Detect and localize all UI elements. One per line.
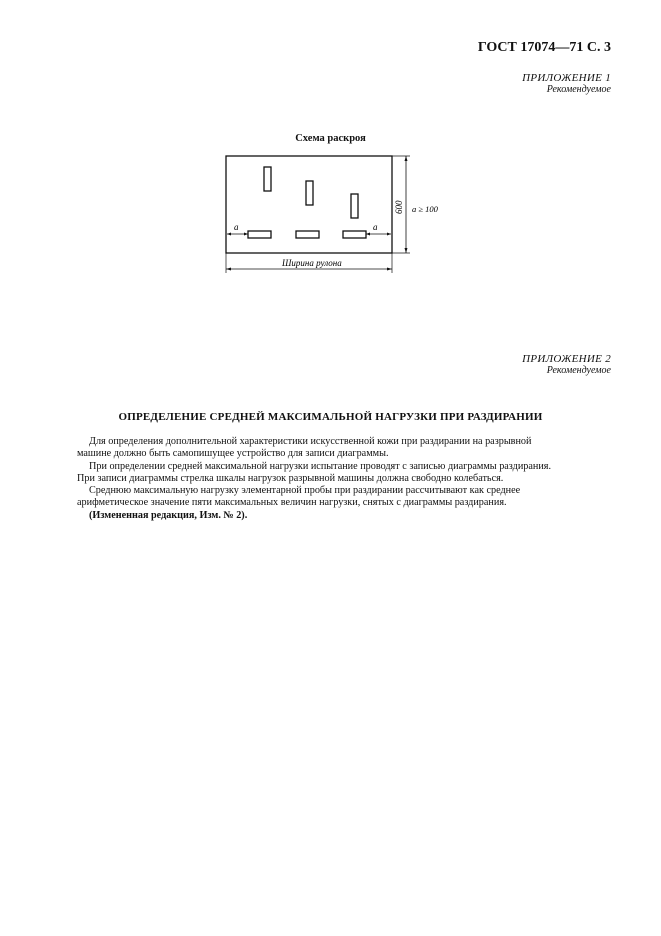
right-margin-label: a bbox=[373, 222, 378, 232]
height-dimension-label: 600 bbox=[394, 200, 404, 214]
vertical-specimen-3 bbox=[351, 194, 358, 218]
body-line-3: При определении средней максимальной нагрузки испытание проводят с записью диаграммы раздирания. bbox=[89, 460, 552, 472]
appendix-1-title: ПРИЛОЖЕНИЕ 1 bbox=[522, 72, 611, 84]
left-margin-label: a bbox=[234, 222, 239, 232]
horizontal-specimen-2 bbox=[296, 231, 319, 238]
revision-note: (Измененная редакция, Изм. № 2). bbox=[89, 509, 248, 521]
a-rule-label: a ≥ 100 bbox=[412, 204, 438, 214]
body-line-5: Среднюю максимальную нагрузку элементарной пробы при раздирании рассчитывают как среднее bbox=[89, 485, 521, 497]
appendix-1-subtitle: Рекомендуемое bbox=[546, 84, 611, 95]
body-line-6: арифметическое значение пяти максимальных величин нагрузки, снятых с диаграммы раздирания. bbox=[77, 497, 507, 509]
horizontal-specimen-3 bbox=[343, 231, 366, 238]
appendix-2-title: ПРИЛОЖЕНИЕ 2 bbox=[522, 353, 611, 365]
body-line-2: машине должно быть самопишущее устройство для записи диаграммы. bbox=[77, 448, 389, 460]
vertical-specimen-1 bbox=[264, 167, 271, 191]
appendix-2-subtitle: Рекомендуемое bbox=[546, 365, 611, 376]
section-body bbox=[77, 436, 599, 522]
diagram-title: Схема раскроя bbox=[295, 133, 366, 144]
body-line-1: Для определения дополнительной характеристики искусственной кожи при раздирании на разрывной bbox=[89, 436, 532, 447]
horizontal-specimen-1 bbox=[248, 231, 271, 238]
body-line-4: При записи диаграммы стрелка шкалы нагрузок разрывной машины должна свободно колебаться. bbox=[77, 472, 504, 484]
section-title: ОПРЕДЕЛЕНИЕ СРЕДНЕЙ МАКСИМАЛЬНОЙ НАГРУЗКИ ПРИ РАЗДИРАНИИ bbox=[118, 411, 543, 423]
cutting-scheme-diagram bbox=[214, 152, 454, 277]
vertical-specimen-2 bbox=[306, 181, 313, 205]
page-header: ГОСТ 17074—71 С. 3 bbox=[477, 40, 611, 55]
appendix-1-heading bbox=[522, 72, 611, 95]
roll-width-label: Ширина рулона bbox=[282, 258, 342, 268]
appendix-2-heading bbox=[522, 353, 611, 376]
